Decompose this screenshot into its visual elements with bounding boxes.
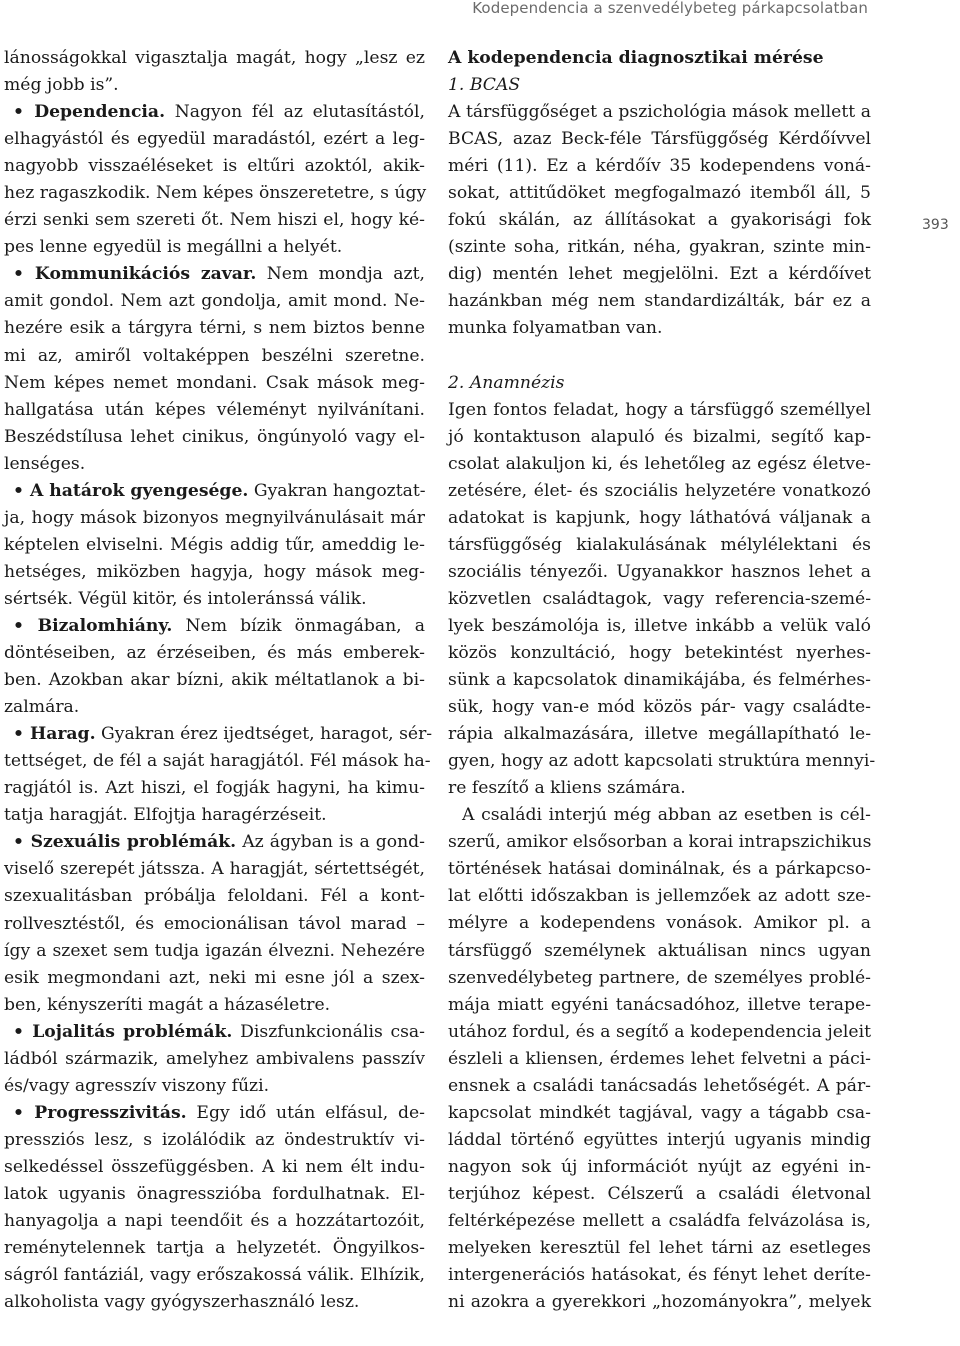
bullet-first-line bbox=[4, 478, 425, 505]
bullet-term: Progresszivitás. bbox=[34, 1102, 187, 1123]
bullet-term: Szexuális problémák. bbox=[30, 832, 237, 853]
text-line: lyek beszámolója is, illetve inkább a velük való bbox=[448, 615, 871, 636]
bullet-text: Nagyon fél az elutasítástól, bbox=[165, 102, 425, 123]
text-line: ensnek a családi tanácsadás lehetőségét. A pár- bbox=[448, 1075, 871, 1096]
text-line: lat előtti időszakban is jellemzőek az adott sze- bbox=[448, 886, 871, 907]
text-line: pes lenne egyedül is megállni a helyét. bbox=[4, 237, 343, 258]
text-line: feltérképezése mellett a családfa felvázolása is, bbox=[448, 1210, 871, 1231]
text-line: viselő szerepét játssza. A haragját, sértettségét, bbox=[4, 859, 425, 880]
text-line: hezére esik a tárgyra térni, s nem biztos benne bbox=[4, 318, 425, 339]
text-line: érzi senki sem szereti őt. Nem hiszi el, hogy ké- bbox=[4, 210, 425, 231]
text-line: Nem képes nemet mondani. Csak mások meg- bbox=[4, 372, 425, 393]
text-line: társfüggő személynek aktuálisan nincs ugyan bbox=[448, 940, 871, 961]
text-line: re feszítő a kliens számára. bbox=[448, 778, 686, 799]
text-line: zetésére, élet- és szociális helyzetére vonatkozó bbox=[448, 480, 871, 501]
text-line: ládból származik, amelyhez ambivalens passzív bbox=[4, 1048, 425, 1069]
text-line: és/vagy agresszív viszony fűzi. bbox=[4, 1075, 270, 1096]
text-line: csolat alakuljon ki, és lehetőleg az egész életve- bbox=[448, 453, 871, 474]
text-line: így a szexet sem tudja igazán élvezni. Nehezére bbox=[4, 940, 425, 961]
text-line: tettséget, de fél a saját haragjától. Fél mások ha- bbox=[4, 751, 431, 772]
bullet-term: Kommunikációs zavar. bbox=[34, 264, 257, 285]
text-line: szociális tényezői. Ugyanakkor hasznos lehet a bbox=[448, 561, 871, 582]
bullet-item bbox=[4, 1019, 425, 1100]
bullet-icon: • bbox=[13, 102, 35, 123]
text-line: döntéseiben, az érzéseiben, és más emberek- bbox=[4, 643, 425, 664]
bullet-first-line bbox=[4, 613, 425, 640]
text-line: méri (11). Ez a kérdőív 35 kodependens voná- bbox=[448, 156, 871, 177]
text-line: ságról fantáziál, vagy erőszakossá válik. Elhízik, bbox=[4, 1265, 425, 1286]
bullet-text: Diszfunkcionális csa- bbox=[232, 1021, 425, 1042]
bullet-first-line bbox=[4, 99, 425, 126]
bullet-item bbox=[4, 829, 425, 1018]
text-line: hetséges, miközben hagyja, hogy mások meg- bbox=[4, 561, 425, 582]
text-line: (szinte soha, ritkán, néha, gyakran, szinte min- bbox=[448, 237, 871, 258]
text-line: pressziós lesz, s izolálódik az öndestruktív vi- bbox=[4, 1129, 425, 1150]
bullet-first-line bbox=[4, 1019, 425, 1046]
text-line: ben. Azokban akar bízni, akik méltatlanok a bi- bbox=[4, 670, 425, 691]
text-line: intergenerációs hatásokat, és fényt lehet deríte- bbox=[448, 1265, 871, 1286]
bullet-text: Nem bízik önmagában, a bbox=[172, 615, 425, 636]
bullet-term: Dependencia. bbox=[34, 102, 166, 123]
paragraph bbox=[448, 397, 876, 803]
left-column bbox=[4, 45, 433, 1316]
running-header: Kodependencia a szenvedélybeteg párkapcsolatban bbox=[472, 0, 868, 17]
text-line: Igen fontos feladat, hogy a társfüggő személlyel bbox=[448, 399, 871, 420]
bullet-item bbox=[4, 613, 425, 721]
text-line: munka folyamatban van. bbox=[448, 318, 663, 339]
text-line: BCAS, azaz Beck-féle Társfüggőség Kérdőívvel bbox=[448, 129, 871, 150]
text-line: Beszédstílusa lehet cinikus, öngúnyoló vagy el- bbox=[4, 426, 425, 447]
text-line: szerű, amikor elsősorban a korai intrapszichikus bbox=[448, 832, 872, 853]
text-line: hazánkban még nem standardizálták, bár ez a bbox=[448, 291, 871, 312]
bullet-icon: • bbox=[13, 264, 35, 285]
text-line: történések hatásai dominálnak, és a párkapcso- bbox=[448, 859, 871, 880]
bullet-item bbox=[4, 1100, 425, 1316]
bullet-text: Egy idő után elfásul, de- bbox=[186, 1102, 425, 1123]
text-line: ni azokra a gyerekkori „hozományokra”, melyek bbox=[448, 1292, 871, 1313]
bullet-item bbox=[4, 261, 425, 477]
bullet-first-line bbox=[4, 1100, 425, 1127]
bullet-item bbox=[4, 99, 425, 261]
text-line: társfüggőség kialakulásának mélylélektani és bbox=[448, 534, 871, 555]
text-line: dig) mentén lehet megjelölni. Ezt a kérdőívet bbox=[448, 264, 871, 285]
text-line: A társfüggőséget a pszichológia mások mellett a bbox=[448, 102, 871, 123]
bullet-icon: • bbox=[13, 615, 38, 636]
section-heading: A kodependencia diagnosztikai mérése bbox=[448, 48, 824, 68]
text-line: mélyre a kodependens vonások. Amikor pl. a bbox=[448, 913, 871, 934]
text-line: sük, hogy van-e mód közös pár- vagy családte- bbox=[448, 697, 871, 718]
text-line: terjúhoz képest. Célszerű a családi életvonal bbox=[448, 1183, 871, 1204]
text-line: még jobb is”. bbox=[4, 75, 119, 96]
bullet-term: A határok gyengesége. bbox=[29, 480, 249, 501]
text-line: alkoholista vagy gyógyszerhasználó lesz. bbox=[4, 1292, 360, 1313]
text-line: kapcsolat mindkét tagjával, vagy a tágabb csa- bbox=[448, 1102, 871, 1123]
bullet-icon: • bbox=[13, 724, 30, 745]
bullet-first-line bbox=[4, 829, 425, 856]
text-line: zalmára. bbox=[4, 697, 80, 718]
text-line: mi az, amiről voltaképpen beszélni szeretne. bbox=[4, 345, 425, 366]
text-line: sünk a kapcsolatok dinamikájába, és felmérhes- bbox=[448, 670, 871, 691]
text-line: sértsék. Végül kitör, és intoleránssá válik. bbox=[4, 588, 367, 609]
text-line: hallgatása után képes véleményt nyilvánítani. bbox=[4, 399, 425, 420]
text-line: selkedéssel összefüggésben. A ki nem élt indu- bbox=[4, 1156, 425, 1177]
bullet-icon: • bbox=[13, 832, 31, 853]
text-line: utához fordul, és a segítő a kodependencia jeleit bbox=[448, 1021, 871, 1042]
bullet-item bbox=[4, 721, 433, 829]
text-line: hez ragaszkodik. Nem képes önszeretetre, s úgy bbox=[4, 183, 427, 204]
bullet-term: Lojalitás problémák. bbox=[32, 1021, 233, 1042]
bullet-icon: • bbox=[13, 1021, 33, 1042]
text-line: reménytelennek tartja a helyzetét. Öngyilkos- bbox=[4, 1238, 425, 1259]
text-line: láddal történő együttes interjú ugyanis mindig bbox=[448, 1129, 871, 1150]
bullet-icon: • bbox=[13, 480, 30, 501]
text-line: jó kontaktuson alapuló és bizalmi, segítő kap- bbox=[448, 426, 871, 447]
text-line: adatokat is kapjunk, hogy láthatóvá váljanak a bbox=[448, 507, 871, 528]
text-line: képtelen elviselni. Mégis addig tűr, ameddig le- bbox=[4, 534, 425, 555]
text-line: tatja haragját. Elfojtja haragérzéseit. bbox=[4, 805, 327, 826]
text-line: szexualitásban próbálja feloldani. Fél a kont- bbox=[4, 886, 425, 907]
subsection-heading: 2. Anamnézis bbox=[448, 372, 565, 393]
bullet-text: Az ágyban is a gond- bbox=[236, 832, 425, 853]
bullet-term: Harag. bbox=[29, 724, 96, 745]
text-line: lánosságokkal vigasztalja magát, hogy „lesz ez bbox=[4, 48, 425, 68]
paragraph bbox=[448, 802, 871, 1316]
text-line: elhagyástól és egyedül maradástól, ezért a leg- bbox=[4, 129, 425, 150]
text-line: ragjától is. Azt hiszi, el fogják hagyni, ha kimu- bbox=[4, 778, 425, 799]
text-line: ja, hogy mások bizonyos megnyilvánulásait már bbox=[4, 507, 425, 528]
bullet-first-line bbox=[4, 261, 425, 288]
text-line: rápia alkalmazására, illetve megállapítható le- bbox=[448, 724, 871, 745]
page-number: 393 bbox=[922, 217, 949, 233]
text-line: nagyon sok új információt nyújt az egyéni in- bbox=[448, 1156, 871, 1177]
bullet-text: Gyakran érez ijedtséget, haragot, sér- bbox=[95, 724, 433, 745]
text-line: ben, kényszeríti magát a házaséletre. bbox=[4, 994, 331, 1015]
bullet-text: Nem mondja azt, bbox=[256, 264, 425, 285]
bullet-item bbox=[4, 478, 425, 613]
text-line: melyeken keresztül fel lehet tárni az esetleges bbox=[448, 1238, 871, 1259]
text-line: szenvedélybeteg partnere, de személyes problé- bbox=[448, 967, 871, 988]
right-column bbox=[448, 45, 876, 1316]
spacer bbox=[448, 343, 871, 370]
text-line: nagyobb visszaéléseket is eltűri azoktól, akik- bbox=[4, 156, 425, 177]
text-line: esik megmondani azt, neki mi esne jól a szex- bbox=[4, 967, 425, 988]
text-line: sokat, attitűdöket megfogalmazó itemből áll, 5 bbox=[448, 183, 871, 204]
bullet-term: Bizalomhiány. bbox=[37, 615, 173, 636]
bullet-icon: • bbox=[13, 1102, 35, 1123]
text-line: lenséges. bbox=[4, 453, 86, 474]
text-line: A családi interjú még abban az esetben is cél- bbox=[462, 805, 871, 826]
bullet-text: Gyakran hangoztat- bbox=[248, 480, 426, 501]
text-line: fokú skálán, az állításokat a gyakorisági fok bbox=[448, 210, 871, 231]
subsection-heading: 1. BCAS bbox=[448, 75, 521, 96]
text-line: mája miatt egyéni tanácsadóhoz, illetve terape- bbox=[448, 994, 871, 1015]
text-line: rollvesztéstől, és emocionálisan távol marad – bbox=[4, 913, 425, 934]
text-line: közvetlen családtagok, vagy referencia-szemé- bbox=[448, 588, 871, 609]
text-line: latok ugyanis önagresszióba fordulhatnak. El- bbox=[4, 1183, 425, 1204]
text-line: gyen, hogy az adott kapcsolati struktúra mennyi- bbox=[448, 751, 876, 772]
text-line: közös konzultáció, hogy betekintést nyerhes- bbox=[448, 642, 871, 663]
bullet-first-line bbox=[4, 721, 433, 748]
text-line: amit gondol. Nem azt gondolja, amit mond. Ne- bbox=[4, 291, 425, 312]
paragraph bbox=[448, 99, 871, 342]
text-line: észleli a kliensen, érdemes lehet felvetni a páci- bbox=[448, 1048, 871, 1069]
text-line: hanyagolja a napi teendőit és a hozzátartozóit, bbox=[4, 1211, 425, 1232]
